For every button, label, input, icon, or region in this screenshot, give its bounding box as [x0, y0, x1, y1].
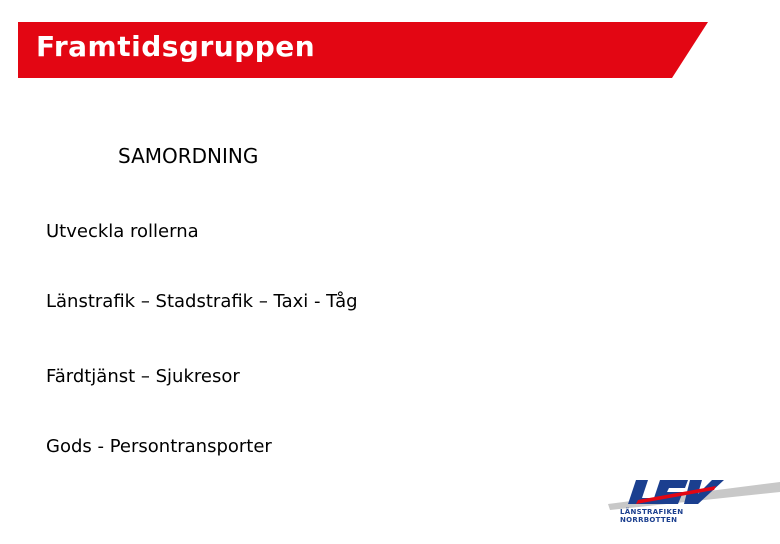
slide-title: Framtidsgruppen	[36, 30, 316, 63]
bullet-item: Länstrafik – Stadstrafik – Taxi - Tåg	[46, 291, 358, 312]
title-banner	[18, 22, 708, 78]
bullet-item: Utveckla rollerna	[46, 221, 199, 242]
logo-mark-icon	[598, 470, 780, 540]
logo-text-line1: LÄNSTRAFIKEN	[620, 508, 684, 516]
company-logo	[598, 470, 780, 540]
section-heading: SAMORDNING	[118, 144, 259, 168]
logo-text-line2: NORRBOTTEN	[620, 516, 678, 524]
bullet-item: Gods - Persontransporter	[46, 436, 272, 457]
bullet-item: Färdtjänst – Sjukresor	[46, 366, 240, 387]
